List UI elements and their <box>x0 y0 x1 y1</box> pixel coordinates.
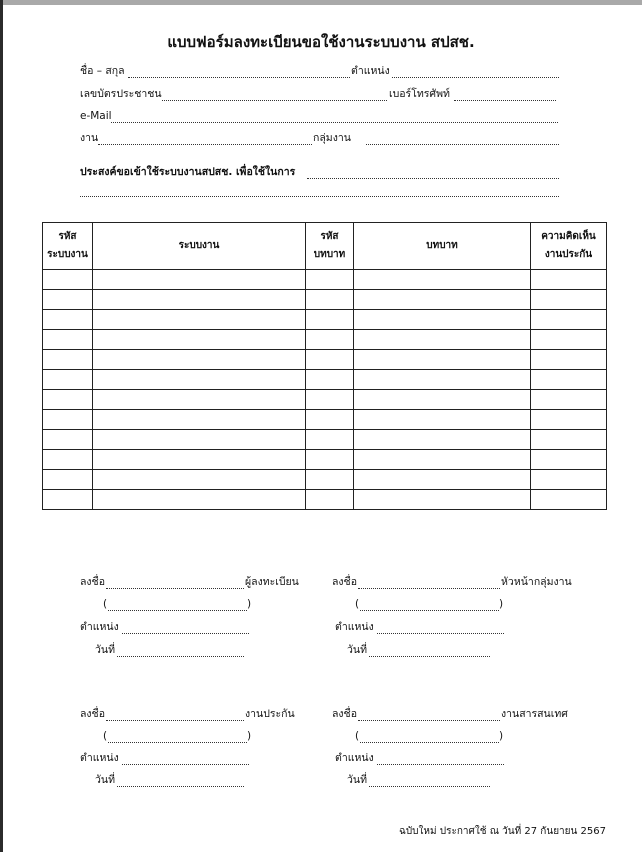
cell-role[interactable] <box>354 290 531 310</box>
cell-system-code[interactable] <box>43 470 93 490</box>
id-card-field[interactable] <box>162 100 387 101</box>
sign-label-insurance: ลงชื่อ <box>80 708 105 720</box>
cell-system-code[interactable] <box>43 410 93 430</box>
cell-role[interactable] <box>354 490 531 510</box>
paren-close-registrant: ) <box>247 598 252 610</box>
cell-system[interactable] <box>93 310 306 330</box>
group-label: กลุ่มงาน <box>313 132 351 144</box>
cell-insurance-comment[interactable] <box>531 430 607 450</box>
table-row <box>43 390 607 410</box>
cell-role[interactable] <box>354 390 531 410</box>
footer-version-note: ฉบับใหม่ ประกาศใช้ ณ วันที่ 27 กันยายน 2567 <box>399 826 606 837</box>
cell-insurance-comment[interactable] <box>531 470 607 490</box>
date-label-insurance: วันที่ <box>95 774 115 786</box>
date-line-insurance[interactable] <box>117 786 244 787</box>
cell-system-code[interactable] <box>43 270 93 290</box>
cell-system[interactable] <box>93 330 306 350</box>
date-label-it: วันที่ <box>347 774 367 786</box>
cell-system[interactable] <box>93 450 306 470</box>
cell-insurance-comment[interactable] <box>531 410 607 430</box>
header-system-code: รหัส ระบบงาน <box>43 223 93 270</box>
cell-system-code[interactable] <box>43 370 93 390</box>
paren-open-registrant: ( <box>103 598 108 610</box>
cell-role-code[interactable] <box>306 310 354 330</box>
cell-role-code[interactable] <box>306 430 354 450</box>
table-row <box>43 350 607 370</box>
role-insurance: งานประกัน <box>245 708 295 720</box>
sign-line-it[interactable] <box>358 720 500 721</box>
name-line-it[interactable] <box>360 742 499 743</box>
cell-role-code[interactable] <box>306 270 354 290</box>
position-line-head[interactable] <box>377 633 504 634</box>
group-field[interactable] <box>366 144 559 145</box>
sign-line-insurance[interactable] <box>106 720 244 721</box>
date-line-registrant[interactable] <box>117 656 244 657</box>
work-field[interactable] <box>98 144 312 145</box>
cell-role-code[interactable] <box>306 450 354 470</box>
date-line-it[interactable] <box>369 786 490 787</box>
systems-table <box>42 222 607 510</box>
phone-field[interactable] <box>454 100 556 101</box>
cell-system[interactable] <box>93 390 306 410</box>
cell-system[interactable] <box>93 270 306 290</box>
cell-role-code[interactable] <box>306 330 354 350</box>
purpose-field[interactable] <box>307 178 559 179</box>
cell-role[interactable] <box>354 330 531 350</box>
cell-insurance-comment[interactable] <box>531 390 607 410</box>
cell-system[interactable] <box>93 410 306 430</box>
cell-system-code[interactable] <box>43 330 93 350</box>
sign-line-head[interactable] <box>358 588 500 589</box>
table-row <box>43 290 607 310</box>
cell-role[interactable] <box>354 450 531 470</box>
table-row <box>43 330 607 350</box>
id-card-label: เลขบัตรประชาชน <box>80 88 162 100</box>
cell-system[interactable] <box>93 430 306 450</box>
table-row <box>43 310 607 330</box>
table-row <box>43 270 607 290</box>
cell-role[interactable] <box>354 350 531 370</box>
cell-role-code[interactable] <box>306 350 354 370</box>
cell-role[interactable] <box>354 430 531 450</box>
cell-insurance-comment[interactable] <box>531 370 607 390</box>
cell-system[interactable] <box>93 470 306 490</box>
header-insurance-comment: ความคิดเห็น งานประกัน <box>531 223 607 270</box>
cell-role[interactable] <box>354 270 531 290</box>
sign-line-registrant[interactable] <box>106 588 244 589</box>
cell-system-code[interactable] <box>43 290 93 310</box>
paren-close-head: ) <box>499 598 504 610</box>
table-header-row <box>43 223 607 270</box>
position-label-registrant: ตำแหน่ง <box>80 621 119 633</box>
cell-role[interactable] <box>354 470 531 490</box>
cell-role-code[interactable] <box>306 370 354 390</box>
table-row <box>43 450 607 470</box>
role-it: งานสารสนเทศ <box>501 708 568 720</box>
header-role: บทบาท <box>354 223 531 270</box>
date-label-registrant: วันที่ <box>95 644 115 656</box>
date-line-head[interactable] <box>369 656 490 657</box>
name-line-registrant[interactable] <box>108 610 247 611</box>
phone-label: เบอร์โทรศัพท์ <box>389 88 450 100</box>
cell-system-code[interactable] <box>43 490 93 510</box>
table-row <box>43 470 607 490</box>
sign-label-it: ลงชื่อ <box>332 708 357 720</box>
sign-label-head: ลงชื่อ <box>332 576 357 588</box>
role-registrant: ผู้ลงทะเบียน <box>245 576 299 588</box>
paren-close-it: ) <box>499 730 504 742</box>
cell-role-code[interactable] <box>306 290 354 310</box>
cell-role-code[interactable] <box>306 470 354 490</box>
cell-system-code[interactable] <box>43 390 93 410</box>
sign-label-registrant: ลงชื่อ <box>80 576 105 588</box>
position-field[interactable] <box>392 77 559 78</box>
cell-system[interactable] <box>93 490 306 510</box>
header-system: ระบบงาน <box>93 223 306 270</box>
header-role-code: รหัส บทบาท <box>306 223 354 270</box>
cell-role-code[interactable] <box>306 490 354 510</box>
position-line-insurance[interactable] <box>122 764 249 765</box>
cell-system-code[interactable] <box>43 350 93 370</box>
cell-role[interactable] <box>354 410 531 430</box>
cell-system-code[interactable] <box>43 310 93 330</box>
cell-insurance-comment[interactable] <box>531 330 607 350</box>
position-label-head: ตำแหน่ง <box>335 621 374 633</box>
name-field[interactable] <box>128 77 350 78</box>
purpose-field-line-2[interactable] <box>80 196 559 197</box>
cell-role[interactable] <box>354 310 531 330</box>
cell-role-code[interactable] <box>306 390 354 410</box>
cell-insurance-comment[interactable] <box>531 290 607 310</box>
cell-system[interactable] <box>93 370 306 390</box>
paren-open-head: ( <box>355 598 360 610</box>
email-label: e-Mail <box>80 110 112 122</box>
date-label-head: วันที่ <box>347 644 367 656</box>
cell-system-code[interactable] <box>43 450 93 470</box>
position-label-it: ตำแหน่ง <box>335 752 374 764</box>
cell-insurance-comment[interactable] <box>531 350 607 370</box>
position-label-insurance: ตำแหน่ง <box>80 752 119 764</box>
table-row <box>43 410 607 430</box>
purpose-label: ประสงค์ขอเข้าใช้ระบบงานสปสช. เพื่อใช้ในการ <box>80 166 296 178</box>
position-label: ตำแหน่ง <box>351 65 390 77</box>
name-label: ชื่อ – สกุล <box>80 65 125 77</box>
position-line-registrant[interactable] <box>122 633 249 634</box>
role-head: หัวหน้ากลุ่มงาน <box>501 576 572 588</box>
name-line-insurance[interactable] <box>108 742 247 743</box>
cell-insurance-comment[interactable] <box>531 450 607 470</box>
table-row <box>43 490 607 510</box>
work-label: งาน <box>80 132 99 144</box>
viewer-top-bar <box>0 0 642 5</box>
cell-system-code[interactable] <box>43 430 93 450</box>
cell-insurance-comment[interactable] <box>531 310 607 330</box>
cell-system[interactable] <box>93 290 306 310</box>
cell-insurance-comment[interactable] <box>531 490 607 510</box>
name-line-head[interactable] <box>360 610 499 611</box>
table-row <box>43 370 607 390</box>
position-line-it[interactable] <box>377 764 504 765</box>
form-title: แบบฟอร์มลงทะเบียนขอใช้งานระบบงาน สปสช. <box>167 33 475 51</box>
cell-role-code[interactable] <box>306 410 354 430</box>
paren-open-insurance: ( <box>103 730 108 742</box>
cell-role[interactable] <box>354 370 531 390</box>
cell-system[interactable] <box>93 350 306 370</box>
table-row <box>43 430 607 450</box>
email-field[interactable] <box>111 122 558 123</box>
paren-open-it: ( <box>355 730 360 742</box>
paren-close-insurance: ) <box>247 730 252 742</box>
viewer-left-edge <box>0 0 3 852</box>
cell-insurance-comment[interactable] <box>531 270 607 290</box>
